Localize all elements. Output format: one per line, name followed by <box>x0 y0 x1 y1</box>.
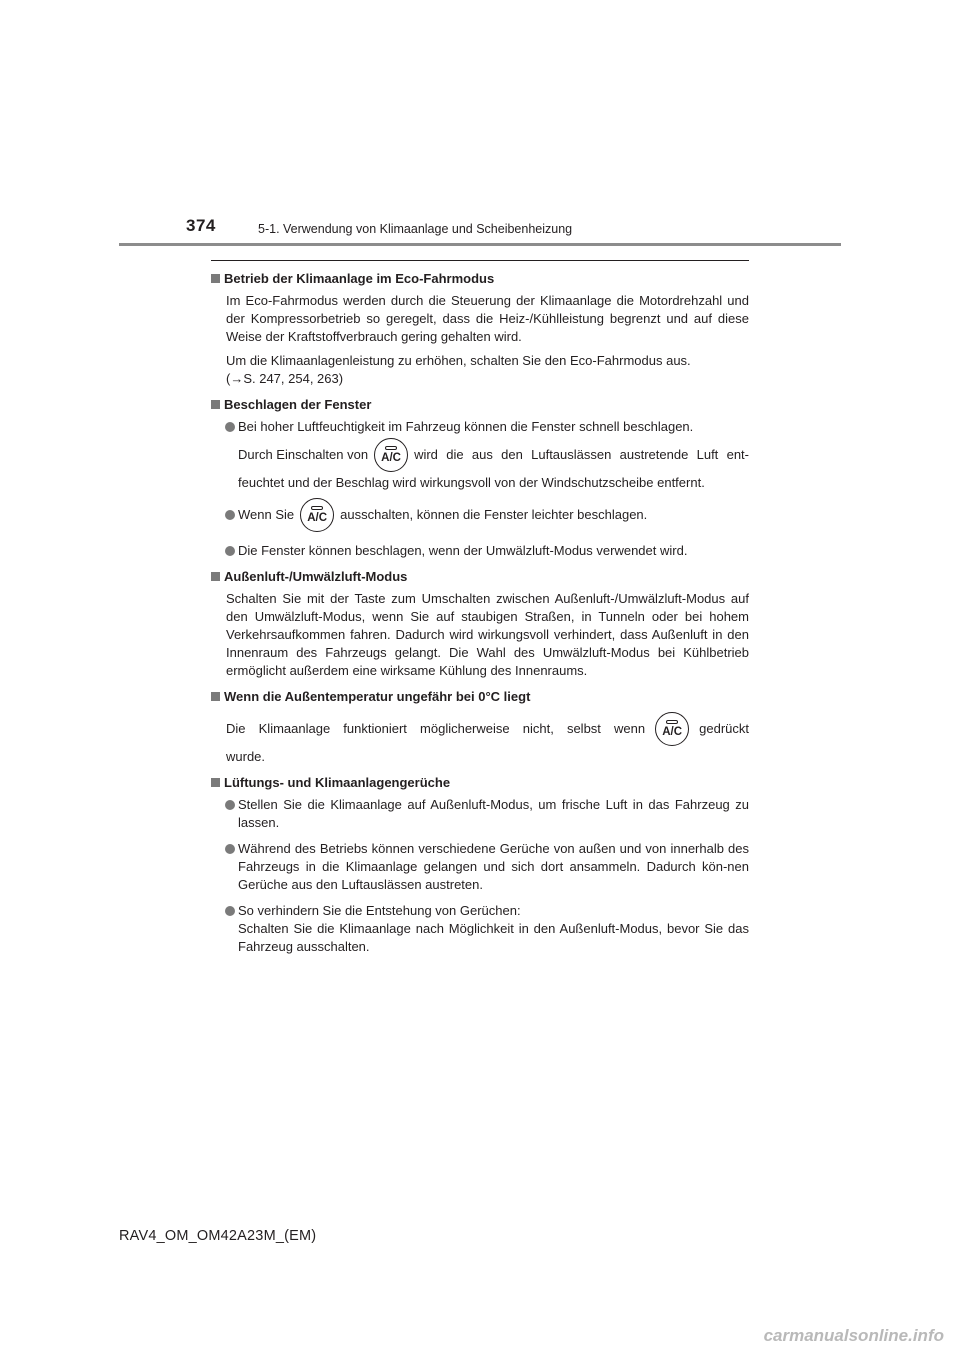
ac-button-icon: A/C <box>655 712 689 746</box>
eco-paragraph-1: Im Eco-Fahrmodus werden durch die Steuerung der Klimaanlage die Motordrehzahl und der Kompressorbetrieb so geregelt, dass die Heiz-/Kühlleistung begrenzt und auf diese Weise der Kraftstoffverbrauch gering gehalten wird. <box>226 293 749 344</box>
recirc-paragraph: Schalten Sie mit der Taste zum Umschalten zwischen Außenluft-/Umwälzluft-Modus auf den Umwälzluft-Modus, wenn Sie auf staubigen Straßen, in Tunneln oder bei hohem Verkehrsaufkommen fahren. Dadurch wird wirkungsvoll verhindert, dass Außenluft in den Innenraum des Fahrzeugs gelangt. Die Wahl des Umwälzluft-Modus bei Kühlbetrieb ermöglicht außerdem eine wirksame Kühlung des Innenraums. <box>226 591 749 678</box>
square-bullet-icon <box>211 274 220 283</box>
header-rule <box>119 243 841 246</box>
heading-odors: Lüftungs- und Klimaanlagengerüche <box>211 774 749 792</box>
round-bullet-icon <box>225 422 235 432</box>
heading-window-fog: Beschlagen der Fenster <box>211 396 749 414</box>
odor-bullet-2: Während des Betriebs können verschiedene Gerüche von außen und von innerhalb des Fahrzeugs in die Klimaanlage gelangen und sich dort ansammeln. Dadurch kön-nen Gerüche aus den Luftauslässen austreten. <box>211 840 749 894</box>
square-bullet-icon <box>211 778 220 787</box>
footer-doc-id: RAV4_OM_OM42A23M_(EM) <box>119 1228 317 1244</box>
round-bullet-icon <box>225 510 235 520</box>
watermark: carmanualsonline.info <box>763 1326 944 1345</box>
page-number: 374 <box>186 216 216 235</box>
odor-bullet-1: Stellen Sie die Klimaanlage auf Außenluft-Modus, um frische Luft in das Fahrzeug zu lassen. <box>211 796 749 832</box>
round-bullet-icon <box>225 800 235 810</box>
odor-bullet-3: So verhindern Sie die Entstehung von Gerüchen: Schalten Sie die Klimaanlage nach Möglichkeit in den Außenluft-Modus, bevor Sie das Fahrzeug ausschalten. <box>211 902 749 956</box>
eco-paragraph-2: Um die Klimaanlagenleistung zu erhöhen, schalten Sie den Eco-Fahrmodus aus. (→S. 247, 254, 263) <box>226 353 691 386</box>
square-bullet-icon <box>211 692 220 701</box>
round-bullet-icon <box>225 906 235 916</box>
square-bullet-icon <box>211 572 220 581</box>
ac-button-icon: A/C <box>374 438 408 472</box>
page-reference: (→S. 247, 254, 263) <box>226 371 344 386</box>
section-rule <box>211 260 749 261</box>
heading-eco-mode: Betrieb der Klimaanlage im Eco-Fahrmodus <box>211 270 749 288</box>
heading-recirculation: Außenluft-/Umwälzluft-Modus <box>211 568 749 586</box>
chapter-title: 5-1. Verwendung von Klimaanlage und Scheibenheizung <box>258 222 573 236</box>
fog-bullet-2: Wenn Sie A/C ausschalten, können die Fenster leichter beschlagen. <box>211 498 749 532</box>
heading-outside-temp: Wenn die Außentemperatur ungefähr bei 0°C liegt <box>211 688 749 706</box>
temp-paragraph: Die Klimaanlage funktioniert möglicherweise nicht, selbst wenn A/C gedrückt wurde. <box>211 712 749 766</box>
ac-button-icon: A/C <box>300 498 334 532</box>
round-bullet-icon <box>225 546 235 556</box>
fog-bullet-3: Die Fenster können beschlagen, wenn der Umwälzluft-Modus verwendet wird. <box>211 542 749 560</box>
page-content <box>211 270 749 956</box>
square-bullet-icon <box>211 400 220 409</box>
fog-bullet-1: Bei hoher Luftfeuchtigkeit im Fahrzeug können die Fenster schnell beschlagen. Durch Einschalten von A/C wird die aus den Luftauslässen austretende Luft ent- feuchtet und der Beschlag wird wirkungsvoll von der Windschutzscheibe entfernt. <box>211 418 749 492</box>
round-bullet-icon <box>225 844 235 854</box>
